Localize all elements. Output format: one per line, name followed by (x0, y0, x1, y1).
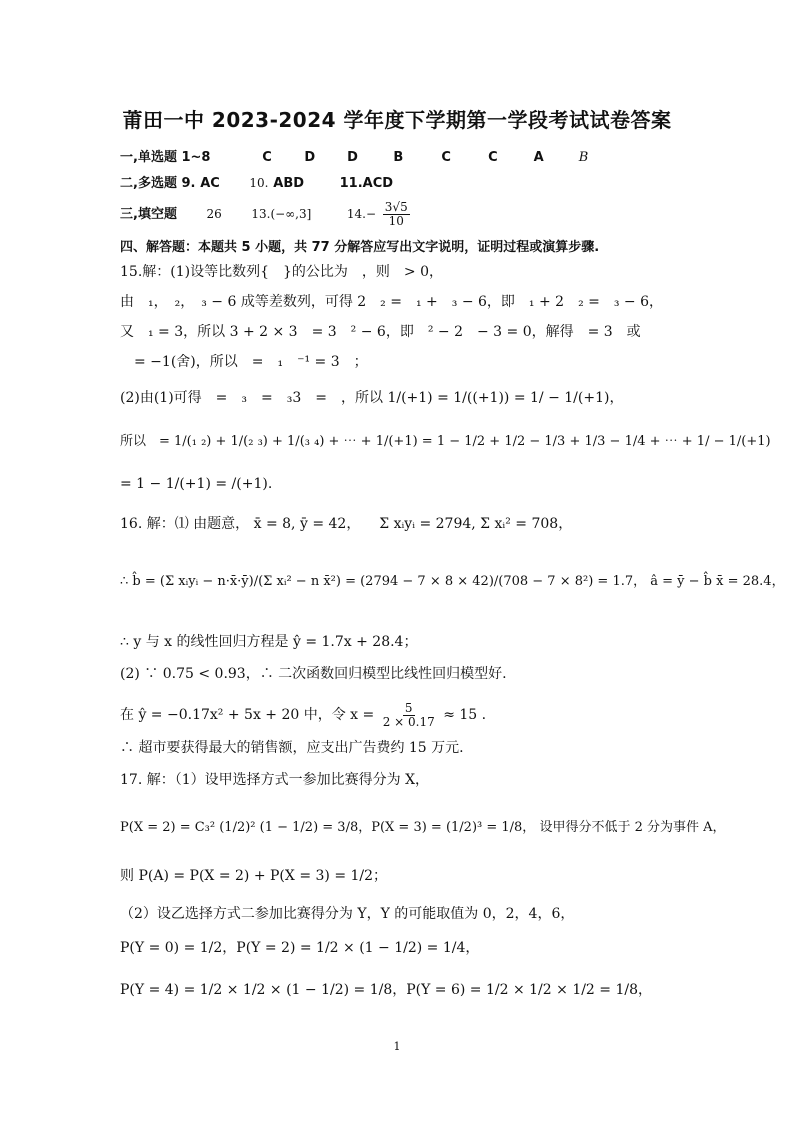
q15-line-4: = −1(舍)，所以 = ₁ ⁻¹ = 3 ； (120, 354, 368, 370)
q15-line-3: 又 ₁ = 3，所以 3 + 2 × 3 = 3 ² − 6，即 ² − 2 − 3 = 0，解得 = 3 或 (120, 324, 641, 340)
q17-prob-x: P(X = 2) = C₃² (1/2)² (1 − 1/2) = 3/8，P(X = 3) = (1/2)³ = 1/8， (120, 820, 536, 835)
answer-q3: D (347, 150, 358, 165)
q16-line-6: ∴ 超市要获得最大的销售额，应支出广告费约 15 万元. (120, 740, 464, 756)
solutions-header: 四、解答题：本题共 5 小题，共 77 分解答应写出文字说明，证明过程或演算步骤. (120, 240, 600, 255)
q14-denominator: 10 (388, 213, 404, 228)
answer-q6: C (488, 150, 498, 165)
q15-line-1: 15.解：(1)设等比数列{ }的公比为 ，则 > 0， (120, 264, 443, 280)
q16-slope-formula: ∴ b̂ = (Σ xᵢyᵢ − n·x̄·ȳ)/(Σ xᵢ² − n x̄²) (120, 574, 341, 589)
answer-q1: C (262, 150, 272, 165)
q17-line-1: 17. 解：（1）设甲选择方式一参加比赛得分为 X， (120, 772, 430, 788)
q15-part2-telescoping: 1/(+1) = 1/((+1)) = 1/ − 1/(+1)， (387, 390, 624, 406)
page-number: 1 (393, 1040, 401, 1053)
answer-q14-fraction (383, 201, 410, 228)
q16-intro: 16. 解：⑴ 由题意， (120, 516, 250, 532)
q15-line-6: 所以 = 1/(₁ ₂) + 1/(₂ ₃) + 1/(₃ ₄) + ⋯ + 1/(+1) = 1 − 1/2 + 1/2 − 1/3 + 1/3 − 1/4 + ⋯ + 1/ − 1/(+1) (120, 434, 771, 449)
q16-vertex-result: ≈ 15 . (443, 707, 487, 723)
q16-line-4: (2) ∵ 0.75 < 0.93，∴ 二次函数回归模型比线性回归模型好. (120, 666, 507, 682)
q10-number: 10. (249, 176, 269, 190)
fill-blank-row (120, 196, 676, 236)
q16-line-5 (120, 698, 676, 734)
answer-q9: AC (200, 176, 220, 191)
q17-line-4: （2）设乙选择方式二参加比赛得分为 Y，Y 的可能取值为 0，2，4，6， (120, 906, 575, 922)
q14-prefix: 14.− (346, 207, 377, 221)
q16-vertex-denominator: 2 × 0.17 (382, 714, 435, 729)
q16-sums: Σ xᵢyᵢ = 2794, Σ xᵢ² = 708， (379, 516, 573, 532)
q17-line-5: P(Y = 0) = 1/2，P(Y = 2) = 1/2 × (1 − 1/2) = 1/4， (120, 940, 480, 956)
answer-q5: C (441, 150, 451, 165)
answer-q2: D (304, 150, 316, 165)
page-title: 莆田一中 2023-2024 学年度下学期第一学段考试试卷答案 (122, 108, 672, 132)
q16-line-3: ∴ y 与 x 的线性回归方程是 ŷ = 1.7x + 28.4； (120, 634, 418, 650)
q16-intercept: â = ȳ − b̂ x̄ = 28.4， (650, 574, 785, 589)
q16-slope-value: = (2794 − 7 × 8 × 42)/(708 − 7 × 8²) = 1.7， (345, 574, 647, 589)
multi-choice-row (120, 172, 676, 194)
q16-vertex-fraction (381, 702, 437, 729)
q16-vertex-numerator: 5 (404, 700, 413, 715)
answer-q8: B (578, 150, 589, 165)
multi-choice-label: 二,多选题 9. (120, 176, 196, 191)
q16-line-1 (120, 514, 676, 534)
q15-line-5 (120, 388, 676, 408)
q15-line-2: 由 ₁， ₂， ₃ − 6 成等差数列，可得 2 ₂ = ₁ + ₃ − 6，即 ₁ + 2 ₂ = ₃ − 6， (120, 294, 664, 310)
q15-line-7: = 1 − 1/(+1) = /(+1). (120, 476, 273, 492)
answer-q13: 13.(−∞,3] (251, 207, 312, 221)
fill-blank-label: 三,填空题 (120, 207, 177, 222)
q17-line-3: 则 P(A) = P(X = 2) + P(X = 3) = 1/2； (120, 868, 388, 884)
q14-numerator: 3√5 (384, 199, 408, 214)
q15-part2-intro: (2)由(1)可得 = ₃ = ₃3 = ，所以 (120, 390, 383, 406)
q16-means: x̄ = 8, ȳ = 42， (253, 516, 361, 532)
q16-quadratic: 在 ŷ = −0.17x² + 5x + 20 中，令 x = (120, 707, 375, 723)
answer-q4: B (393, 150, 404, 165)
answer-q10: ABD (273, 176, 305, 191)
answer-q12: 26 (206, 207, 222, 221)
answer-q7: A (533, 150, 544, 165)
single-choice-row (120, 146, 676, 168)
q16-line-2 (120, 572, 785, 592)
answer-q11: 11.ACD (339, 176, 394, 191)
single-choice-label: 一,单选题 1~8 (120, 150, 211, 165)
q17-event-a: 设甲得分不低于 2 分为事件 A， (539, 820, 726, 835)
q17-line-2 (120, 818, 726, 838)
q17-line-6: P(Y = 4) = 1/2 × 1/2 × (1 − 1/2) = 1/8，P(Y = 6) = 1/2 × 1/2 × 1/2 = 1/8， (120, 982, 653, 998)
